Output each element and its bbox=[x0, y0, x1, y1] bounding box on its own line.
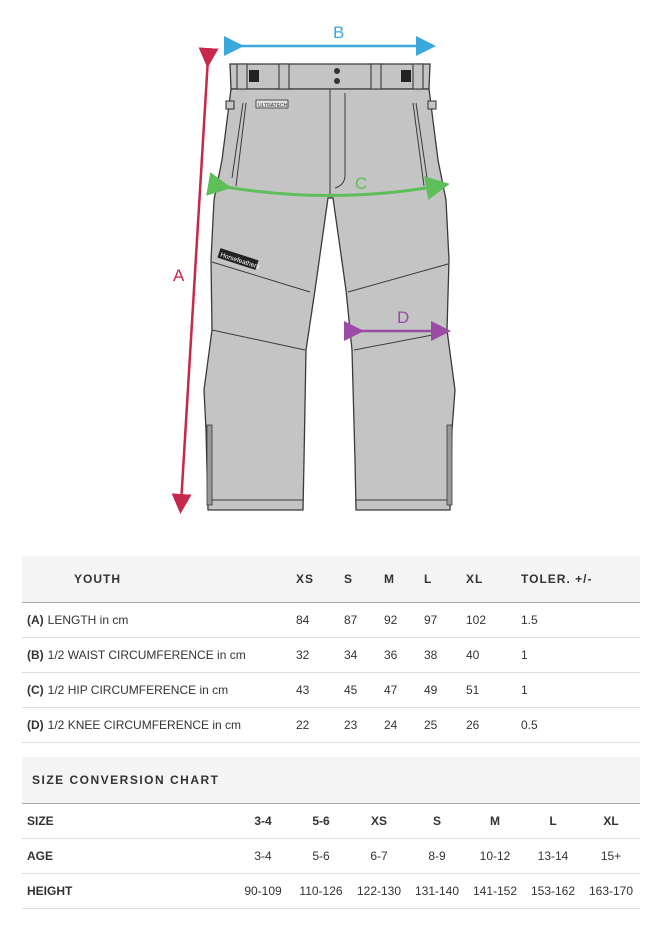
cell-value: 51 bbox=[466, 673, 508, 708]
cell-value: 163-170 bbox=[582, 874, 640, 909]
table-row bbox=[22, 839, 640, 874]
cell-value: 13-14 bbox=[524, 839, 582, 874]
cell-tolerance: 1 bbox=[508, 673, 640, 708]
svg-text:Horsefeathers: Horsefeathers bbox=[219, 251, 261, 271]
size-conversion-table bbox=[22, 757, 640, 909]
row-label: 1/2 WAIST CIRCUMFERENCE in cm bbox=[47, 648, 246, 662]
cell-value: 23 bbox=[344, 708, 384, 743]
row-letter: (B) bbox=[27, 648, 44, 662]
measurement-header-row bbox=[22, 556, 640, 603]
cell-value: 5-6 bbox=[292, 839, 350, 874]
tolerance-header: TOLER. +/- bbox=[508, 556, 640, 603]
cell-value: 122-130 bbox=[350, 874, 408, 909]
cell-value: 24 bbox=[384, 708, 424, 743]
cell-value: 90-109 bbox=[234, 874, 292, 909]
cell-value: M bbox=[490, 814, 500, 828]
cell-value: 22 bbox=[296, 708, 344, 743]
cell-tolerance: 0.5 bbox=[508, 708, 640, 743]
cell-value: 131-140 bbox=[408, 874, 466, 909]
row-letter: (C) bbox=[27, 683, 44, 697]
dimension-d-label: D bbox=[397, 308, 410, 327]
cell-value: XS bbox=[370, 814, 387, 828]
size-header: M bbox=[384, 556, 424, 603]
cell-value: 10-12 bbox=[466, 839, 524, 874]
row-label: SIZE bbox=[27, 814, 54, 828]
cell-value: 141-152 bbox=[466, 874, 524, 909]
row-label: LENGTH in cm bbox=[47, 613, 129, 627]
cell-value: 43 bbox=[296, 673, 344, 708]
row-label: AGE bbox=[22, 839, 234, 874]
conversion-title: SIZE CONVERSION CHART bbox=[22, 757, 640, 804]
size-header: XS bbox=[296, 556, 344, 603]
cell-value: 84 bbox=[296, 603, 344, 638]
cell-value: 32 bbox=[296, 638, 344, 673]
row-letter: (A) bbox=[27, 613, 44, 627]
size-header: L bbox=[424, 556, 466, 603]
dimension-a-arrow bbox=[181, 58, 208, 504]
row-label: 1/2 KNEE CIRCUMFERENCE in cm bbox=[47, 718, 242, 732]
cell-value: 26 bbox=[466, 708, 508, 743]
cell-tolerance: 1.5 bbox=[508, 603, 640, 638]
table-title: YOUTH bbox=[22, 556, 296, 603]
cell-value: 110-126 bbox=[292, 874, 350, 909]
cell-value: 87 bbox=[344, 603, 384, 638]
cell-value: XL bbox=[603, 814, 619, 828]
cell-value: 5-6 bbox=[312, 814, 330, 828]
conversion-title-row bbox=[22, 757, 640, 804]
cell-value: 49 bbox=[424, 673, 466, 708]
cell-value: 97 bbox=[424, 603, 466, 638]
dimension-c-label: C bbox=[355, 174, 368, 193]
cell-value: 38 bbox=[424, 638, 466, 673]
cell-value: 25 bbox=[424, 708, 466, 743]
cell-value: 3-4 bbox=[234, 839, 292, 874]
table-row bbox=[22, 673, 640, 708]
row-label: 1/2 HIP CIRCUMFERENCE in cm bbox=[47, 683, 229, 697]
table-row bbox=[22, 603, 640, 638]
cell-value: 34 bbox=[344, 638, 384, 673]
cell-value: S bbox=[432, 814, 441, 828]
row-letter: (D) bbox=[27, 718, 44, 732]
cell-value: 47 bbox=[384, 673, 424, 708]
table-row bbox=[22, 638, 640, 673]
size-header: S bbox=[344, 556, 384, 603]
cell-value: 15+ bbox=[582, 839, 640, 874]
cell-value: 6-7 bbox=[350, 839, 408, 874]
table-row bbox=[22, 804, 640, 839]
cell-value: 102 bbox=[466, 603, 508, 638]
svg-text:ULTRATECH: ULTRATECH bbox=[258, 103, 288, 109]
dimension-a-label: A bbox=[173, 266, 185, 285]
table-row bbox=[22, 874, 640, 909]
cell-value: 36 bbox=[384, 638, 424, 673]
size-header: XL bbox=[466, 556, 508, 603]
cell-value: 3-4 bbox=[254, 814, 272, 828]
cell-value: L bbox=[549, 814, 557, 828]
cell-value: 8-9 bbox=[408, 839, 466, 874]
dimension-b-label: B bbox=[333, 23, 345, 42]
row-label: HEIGHT bbox=[22, 874, 234, 909]
cell-value: 40 bbox=[466, 638, 508, 673]
cell-value: 153-162 bbox=[524, 874, 582, 909]
cell-value: 92 bbox=[384, 603, 424, 638]
cell-value: 45 bbox=[344, 673, 384, 708]
cell-tolerance: 1 bbox=[508, 638, 640, 673]
table-row bbox=[22, 708, 640, 743]
measurement-table bbox=[22, 556, 640, 743]
